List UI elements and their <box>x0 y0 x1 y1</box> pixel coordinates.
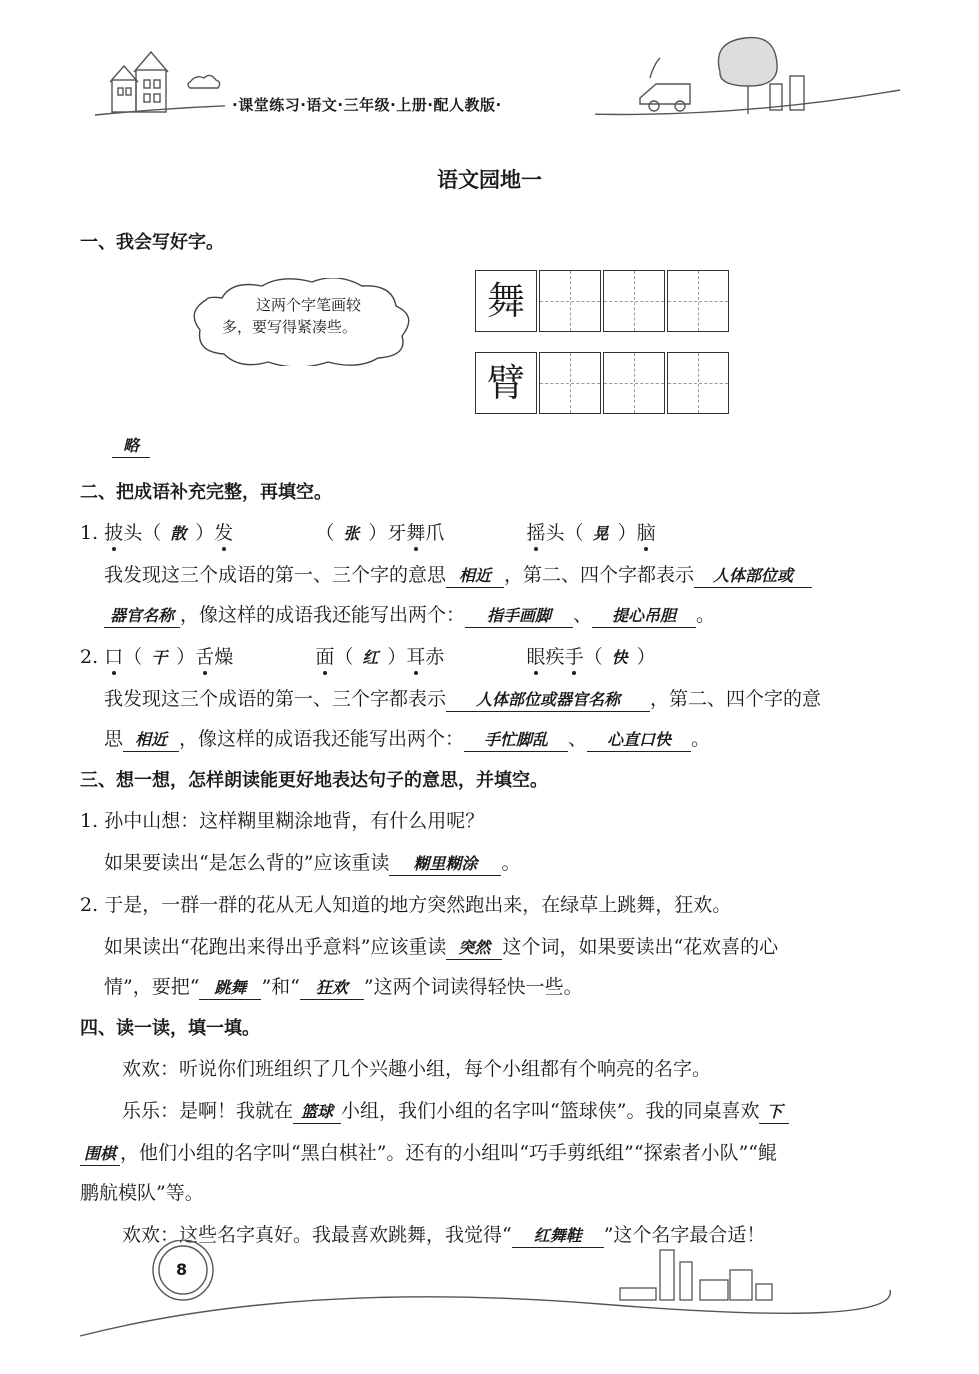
footer-decoration <box>0 1240 979 1360</box>
text-segment: ”这个名字最合适！ <box>603 1224 766 1246</box>
cloud-tip-line-1: 这两个字笔画较 <box>256 296 362 314</box>
answer-blank[interactable]: 提心吊胆 <box>592 605 696 628</box>
header-series-title: ·课堂练习·语文·三年级·上册·配人教版· <box>232 96 502 114</box>
city-skyline-icon <box>620 1250 772 1300</box>
s4-p3 <box>80 1138 777 1166</box>
idiom-answer[interactable]: 散 <box>170 524 187 543</box>
idiom-char: 牙 <box>387 522 407 544</box>
idiom-char: 赤 <box>425 646 445 668</box>
s4-p4: 鹏航模队”等。 <box>80 1182 204 1204</box>
question-number: 2. <box>80 894 99 916</box>
text-segment: 乐乐：是啊！我就在 <box>122 1100 294 1122</box>
s3-q2-line3 <box>104 972 583 1000</box>
practice-cell[interactable] <box>603 352 665 414</box>
section-2-heading: 二、把成语补充完整，再填空。 <box>80 482 332 503</box>
writing-grid-wu[interactable] <box>475 270 731 334</box>
s3-q1-text <box>80 806 484 833</box>
answer-blank[interactable]: 人体部位或器官名称 <box>446 689 650 712</box>
text-segment: 孙中山想：这样糊里糊涂地背，有什么用呢？ <box>104 810 485 832</box>
text-segment: 。 <box>696 604 716 626</box>
answer-blank[interactable]: 篮球 <box>293 1101 341 1124</box>
page-title: 语文园地一 <box>437 168 542 192</box>
text-segment: ”这两个词读得轻快一些。 <box>363 976 583 998</box>
idiom-char: 头 <box>545 522 565 544</box>
text-segment: 思 <box>104 728 124 750</box>
answer-blank[interactable]: 相近 <box>123 729 179 752</box>
idiom-answer[interactable]: 快 <box>611 648 628 667</box>
idiom-answer[interactable]: 干 <box>151 648 168 667</box>
truck-tree-illustration-icon <box>640 38 804 114</box>
idiom-char: 燥 <box>214 646 234 668</box>
model-char-wu: 舞 <box>475 270 537 332</box>
text-segment: 如果读出“花跑出来得出乎意料”应该重读 <box>104 936 447 958</box>
s3-q2-text <box>80 890 731 917</box>
text-segment: ，他们小组的名字叫“黑白棋社”。还有的小组叫“巧手剪纸组”“探索者小队”“鲲 <box>120 1142 777 1164</box>
answer-blank[interactable]: 略 <box>112 435 150 458</box>
text-segment: 这个词，如果要读出“花欢喜的心 <box>502 936 779 958</box>
s3-q2-line2 <box>104 932 778 960</box>
answer-blank[interactable]: 人体部位或 <box>694 565 812 588</box>
section-1-answer <box>112 434 150 458</box>
text-segment: ，像这样的成语我还能写出两个： <box>180 604 466 626</box>
idiom-char: 披 <box>104 518 123 545</box>
answer-blank[interactable]: 狂欢 <box>300 977 364 1000</box>
text-segment: ”和“ <box>261 976 300 998</box>
question-number: 2. <box>80 646 99 668</box>
question-number: 1. <box>80 810 99 832</box>
text-segment: 我发现这三个成语的第一、三个字都表示 <box>104 688 447 710</box>
model-char-bi: 臂 <box>475 352 537 414</box>
idiom-char: 面 <box>315 642 334 669</box>
practice-cell[interactable] <box>667 270 729 332</box>
answer-blank[interactable]: 跳舞 <box>199 977 261 1000</box>
section-1-heading: 一、我会写好字。 <box>80 232 224 253</box>
idiom-char: 舌 <box>195 642 214 669</box>
answer-blank[interactable]: 指手画脚 <box>465 605 573 628</box>
practice-cell[interactable] <box>539 270 601 332</box>
text-segment: 、 <box>568 728 588 750</box>
practice-cell[interactable] <box>603 270 665 332</box>
practice-cell[interactable] <box>667 352 729 414</box>
idiom-char: 摇 <box>527 518 546 545</box>
answer-blank[interactable]: 糊里糊涂 <box>389 853 501 876</box>
idiom-char: 发 <box>214 518 233 545</box>
writing-grid-bi[interactable] <box>475 352 731 416</box>
answer-blank[interactable]: 心直口快 <box>587 729 691 752</box>
idiom-answer[interactable]: 张 <box>343 524 360 543</box>
text-segment: 、 <box>573 604 593 626</box>
text-segment: ，第二、四个字都表示 <box>504 564 695 586</box>
s4-p1: 欢欢：听说你们班组织了几个兴趣小组，每个小组都有个响亮的名字。 <box>122 1058 712 1080</box>
idiom-char: 头 <box>123 522 143 544</box>
s2-q2-idioms: 2. 口（ 干 ）舌燥 面（ 红 ）耳赤 眼疾手（ 快 ） <box>80 642 656 669</box>
text-segment: 小组，我们小组的名字叫“篮球侠”。我的同桌喜欢 <box>341 1100 760 1122</box>
cloud-tip-line-2: 多，要写得紧凑些。 <box>222 318 358 336</box>
idiom-char: 脑 <box>637 518 656 545</box>
text-segment: ，像这样的成语我还能写出两个： <box>179 728 465 750</box>
idiom-answer[interactable]: 晃 <box>592 524 609 543</box>
answer-blank[interactable]: 围棋 <box>80 1143 120 1166</box>
text-segment: 。 <box>691 728 711 750</box>
idiom-char: 耳 <box>406 642 425 669</box>
idiom-char: 口 <box>104 642 123 669</box>
s2-q2-line2 <box>104 684 821 712</box>
answer-blank[interactable]: 突然 <box>446 937 502 960</box>
answer-blank[interactable]: 相近 <box>446 565 504 588</box>
practice-cell[interactable] <box>539 352 601 414</box>
text-segment: ，第二、四个字的意 <box>650 688 822 710</box>
answer-blank[interactable]: 手忙脚乱 <box>464 729 568 752</box>
idiom-char: 爪 <box>425 522 445 544</box>
answer-blank[interactable]: 下 <box>759 1101 789 1124</box>
idiom-char: 疾 <box>545 646 565 668</box>
s4-p2 <box>122 1096 789 1124</box>
question-number: 1. <box>80 522 99 544</box>
s3-q1-line2 <box>104 848 520 876</box>
s2-q2-line3 <box>104 724 710 752</box>
s2-q1-idioms: 1. 披头（ 散 ）发 （ 张 ）牙舞爪 摇头（ 晃 ）脑 <box>80 518 656 545</box>
text-segment: 我发现这三个成语的第一、三个字的意思 <box>104 564 447 586</box>
idiom-char: 眼 <box>527 642 546 669</box>
idiom-char: 手 <box>565 642 584 669</box>
s2-q1-line2 <box>104 560 812 588</box>
cloud-tip-text <box>222 294 402 338</box>
idiom-char: 舞 <box>406 518 425 545</box>
section-4-heading: 四、读一读，填一填。 <box>80 1018 260 1039</box>
idiom-answer[interactable]: 红 <box>362 648 379 667</box>
answer-blank[interactable]: 红舞鞋 <box>512 1225 604 1248</box>
answer-blank[interactable]: 器官名称 <box>104 605 180 628</box>
text-segment: 。 <box>501 852 521 874</box>
text-segment: 于是，一群一群的花从无人知道的地方突然跑出来，在绿草上跳舞，狂欢。 <box>104 894 732 916</box>
header-decoration <box>0 0 979 140</box>
section-3-heading: 三、想一想，怎样朗读能更好地表达句子的意思，并填空。 <box>80 770 548 791</box>
s2-q1-line3 <box>104 600 715 628</box>
text-segment: 情”，要把“ <box>104 976 200 998</box>
page-number: 8 <box>176 1260 188 1279</box>
text-segment: 欢欢：这些名字真好。我最喜欢跳舞，我觉得“ <box>122 1224 512 1246</box>
text-segment: 如果要读出“是怎么背的”应该重读 <box>104 852 390 874</box>
